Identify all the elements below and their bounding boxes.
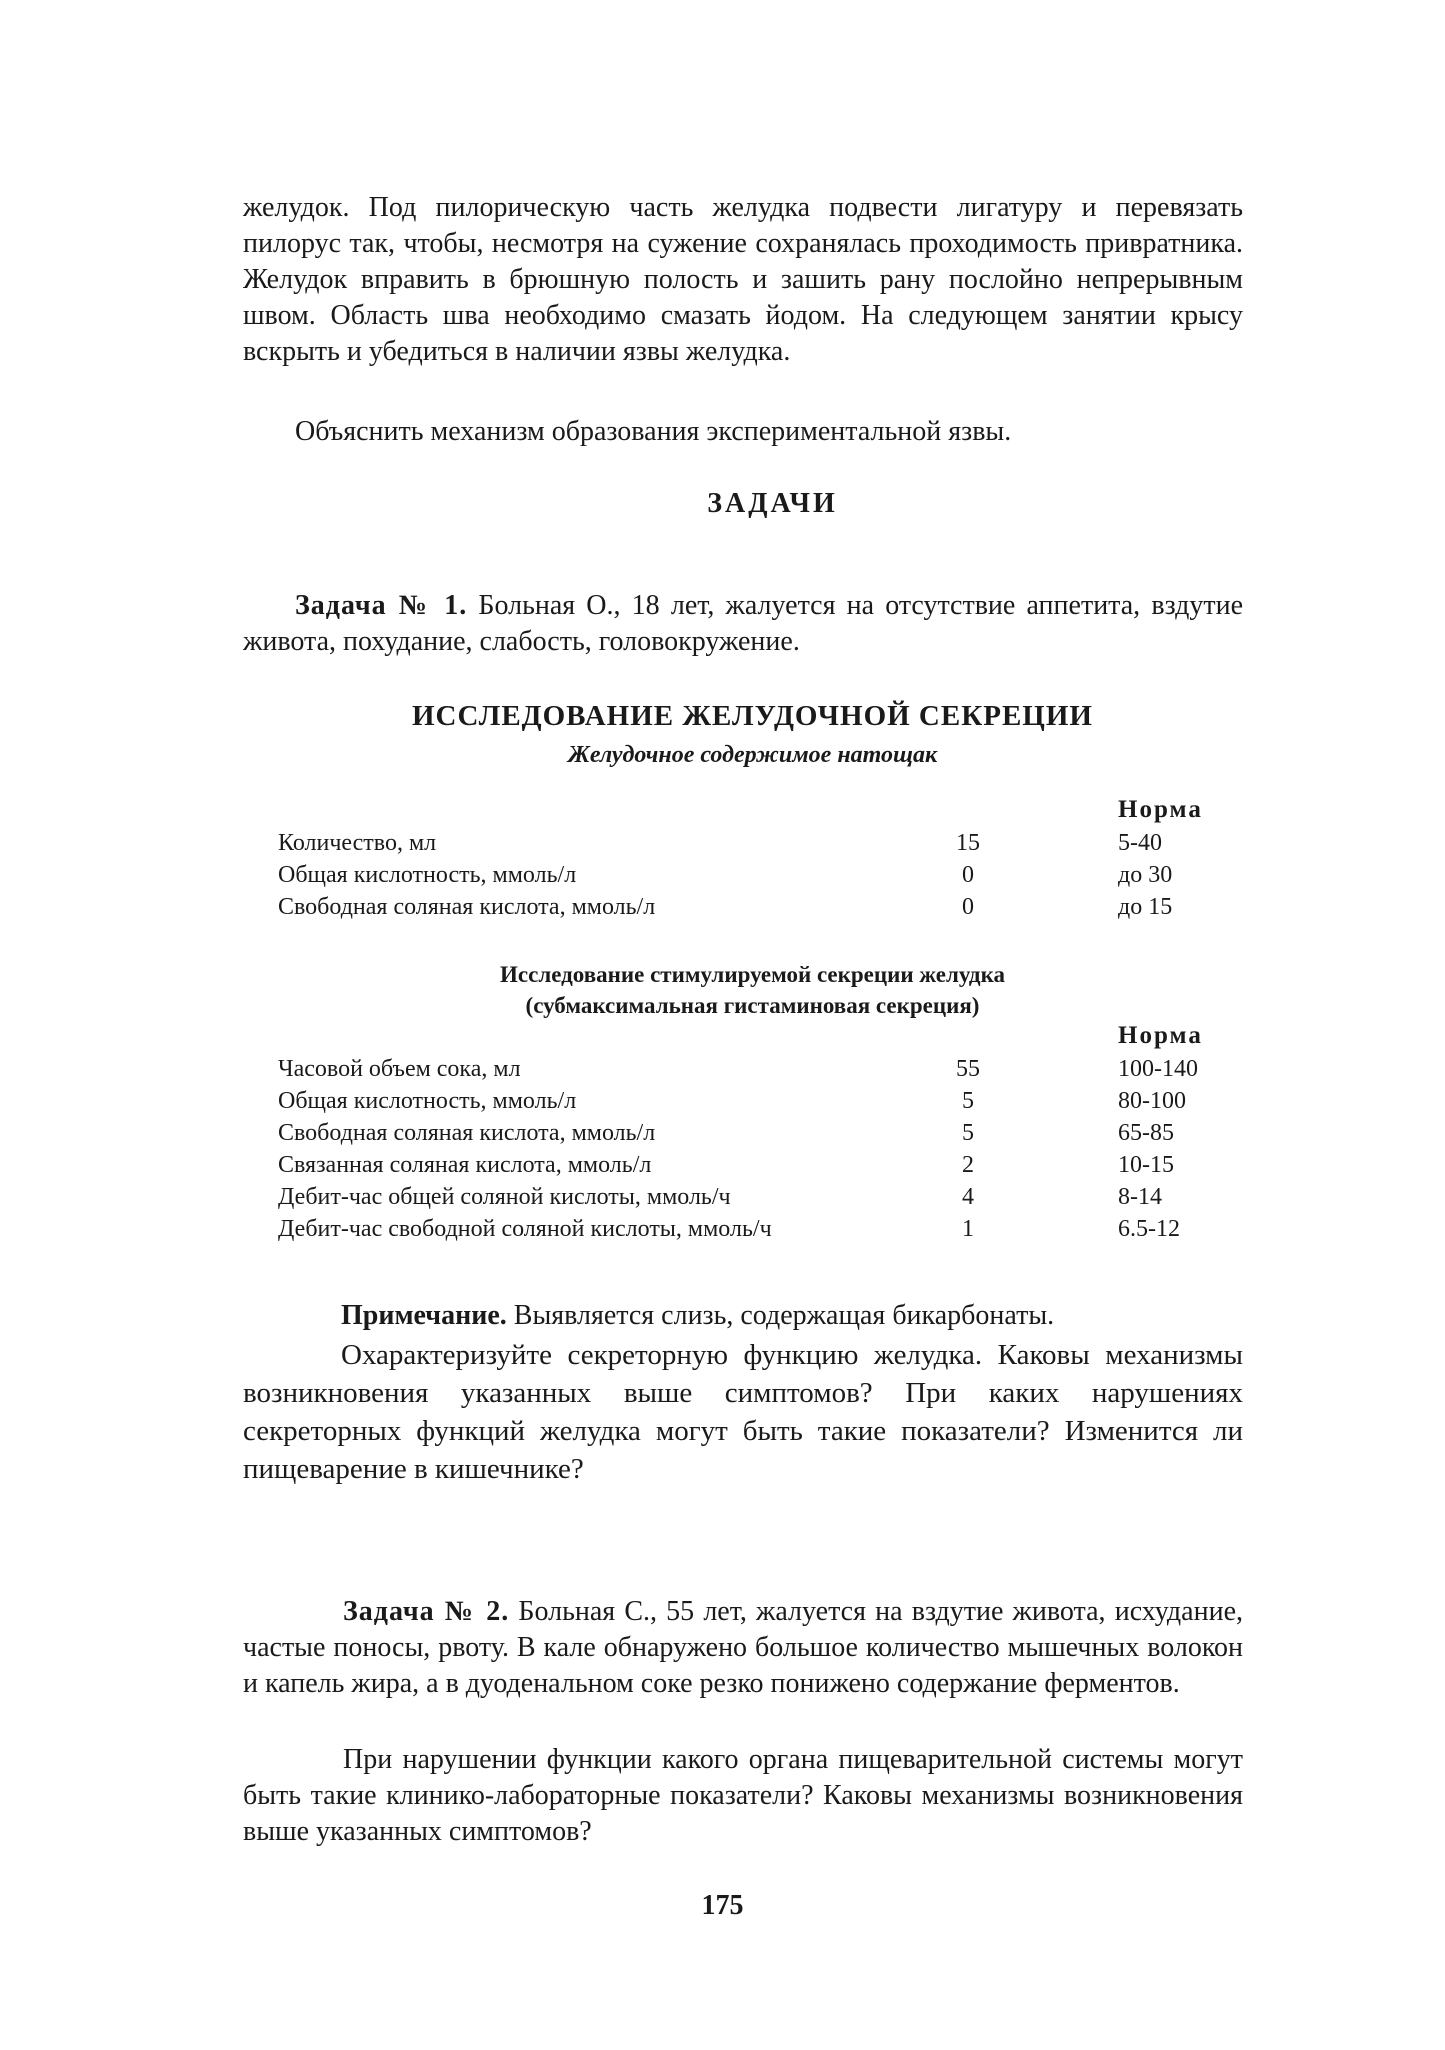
row-value: 4 [962, 1184, 974, 1210]
task2-label: Задача № 2. [343, 1596, 510, 1627]
row-label: Количество, мл [278, 830, 437, 856]
task2-statement [243, 1594, 1243, 1702]
intro-paragraph: желудок. Под пилорическую часть желудка подвести лигатуру и перевязать пилорус так, чтобы, несмотря на сужение сохранялась проходимость привратника. Желудок вправить в брюшную полость и зашить рану послойно непрерывным швом. Область шва необходимо смазать йодом. На следующем занятии крысу вскрыть и убедиться в наличии язвы желудка. [243, 192, 1243, 367]
note-label: Примечание. [341, 1300, 507, 1331]
row-label: Свободная соляная кислота, ммоль/л [278, 894, 656, 920]
task1-note [243, 1298, 1243, 1334]
row-label: Дебит-час свободной соляной кислоты, ммоль/ч [278, 1216, 772, 1242]
row-norm: 5-40 [1118, 830, 1162, 856]
row-value: 2 [962, 1152, 974, 1178]
row-label: Дебит-час общей соляной кислоты, ммоль/ч [278, 1184, 731, 1210]
row-norm: 6.5-12 [1118, 1216, 1180, 1242]
table-row [278, 1184, 1238, 1216]
row-norm: 65-85 [1118, 1120, 1174, 1146]
fasting-title: Желудочное содержимое натощак [567, 742, 938, 768]
row-label: Часовой объем сока, мл [278, 1056, 521, 1082]
task1-statement [243, 588, 1243, 660]
norm-header: Норма [1118, 1022, 1203, 1049]
note-text: Выявляется слизь, содержащая бикарбонаты. [513, 1300, 1055, 1331]
row-label: Общая кислотность, ммоль/л [278, 862, 577, 888]
row-label: Свободная соляная кислота, ммоль/л [278, 1120, 656, 1146]
task2-question: При нарушении функции какого органа пищеварительной системы могут быть такие клинико-лабораторные показатели? Каковы механизмы возникновения выше указанных симптомов? [243, 1744, 1243, 1847]
norm-header: Норма [1118, 796, 1203, 823]
row-label: Связанная соляная кислота, ммоль/л [278, 1152, 652, 1178]
fasting-table [278, 796, 1238, 926]
task1-text: Больная О., 18 лет, жалуется на отсутствие аппетита, вздутие живота, похудание, слабость, головокружение. [243, 590, 1244, 657]
row-value: 1 [962, 1216, 974, 1242]
task1-label: Задача № 1. [295, 590, 468, 621]
row-norm: 10-15 [1118, 1152, 1174, 1178]
row-value: 15 [956, 830, 980, 856]
intro-conclusion: Объяснить механизм образования экспериментальной язвы. [295, 416, 1012, 447]
row-norm: до 30 [1118, 862, 1173, 888]
row-norm: 100-140 [1118, 1056, 1198, 1082]
stim-subtitle: (субмаксимальная гистаминовая секреция) [525, 993, 980, 1018]
table-row [278, 830, 1238, 862]
row-value: 0 [962, 862, 974, 888]
row-norm: до 15 [1118, 894, 1173, 920]
row-value: 55 [956, 1056, 980, 1082]
study-title: ИССЛЕДОВАНИЕ ЖЕЛУДОЧНОЙ СЕКРЕЦИИ [412, 700, 1093, 732]
task1-question: Охарактеризуйте секреторную функцию желудка. Каковы механизмы возникновения указанных выше симптомов? При каких нарушениях секреторных функций желудка могут быть такие показатели? Изменится ли пищеварение в кишечнике? [243, 1339, 1243, 1485]
row-value: 0 [962, 894, 974, 920]
table-header-row [278, 796, 1238, 830]
row-norm: 80-100 [1118, 1088, 1186, 1114]
stim-title: Исследование стимулируемой секреции желудка [500, 962, 1005, 987]
row-value: 5 [962, 1088, 974, 1114]
page-number: 175 [701, 1890, 744, 1921]
table-row [278, 862, 1238, 894]
row-norm: 8-14 [1118, 1184, 1162, 1210]
table-row [278, 1120, 1238, 1152]
table-row [278, 1216, 1238, 1248]
table-row [278, 894, 1238, 926]
table-header-row [278, 1022, 1238, 1056]
row-label: Общая кислотность, ммоль/л [278, 1088, 577, 1114]
table-row [278, 1152, 1238, 1184]
task2-text: Больная С., 55 лет, жалуется на вздутие живота, исхудание, частые поносы, рвоту. В кале обнаружено большое количество мышечных волокон и капель жира, а в дуоденальном соке резко понижено содержание ферментов. [243, 1596, 1244, 1699]
table-row [278, 1088, 1238, 1120]
stimulated-table [278, 1022, 1238, 1248]
row-value: 5 [962, 1120, 974, 1146]
table-row [278, 1056, 1238, 1088]
section-title: ЗАДАЧИ [707, 488, 838, 519]
